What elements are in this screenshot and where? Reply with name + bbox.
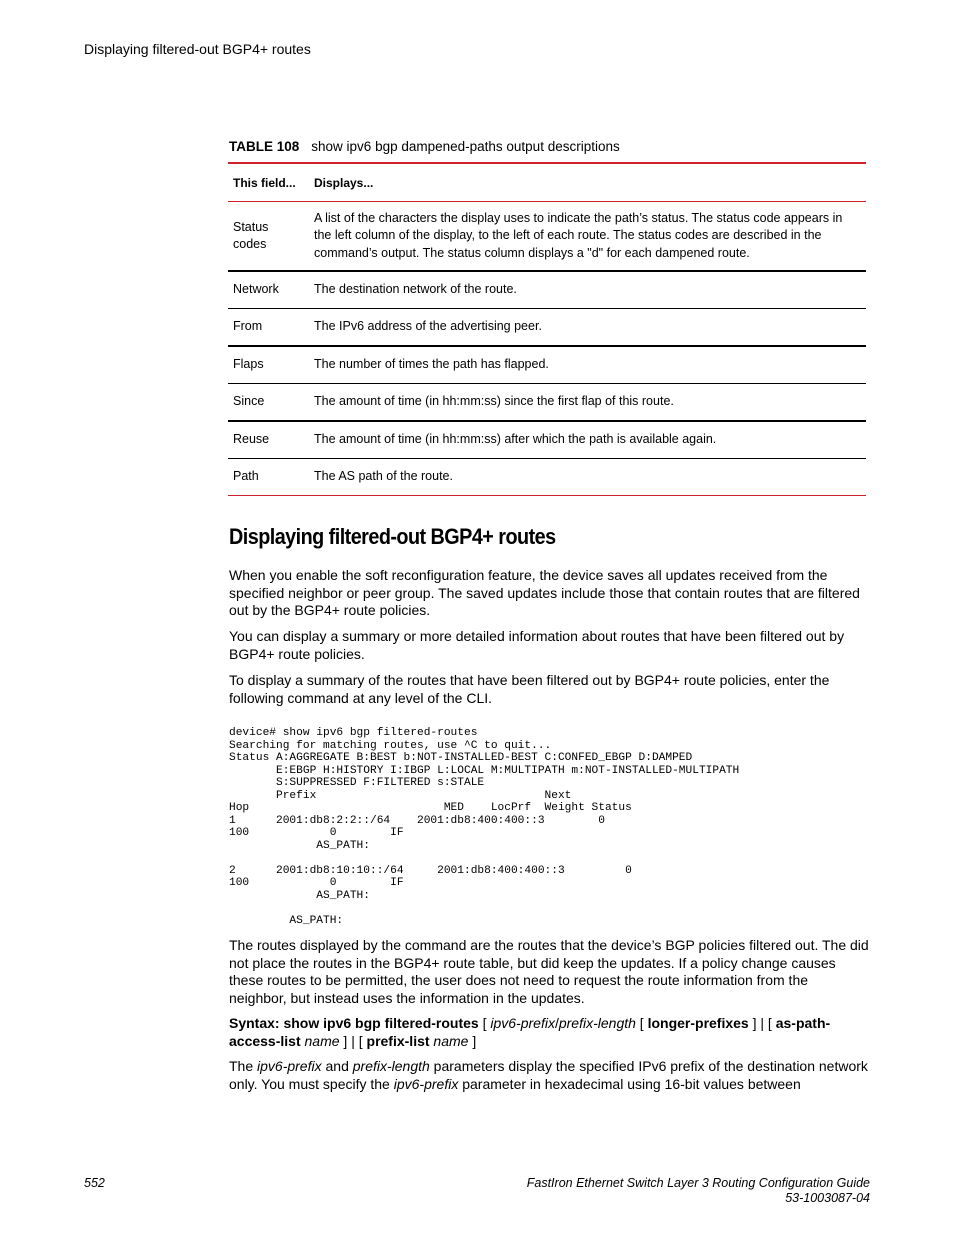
syntax-keyword: longer-prefixes (647, 1015, 749, 1031)
table-title: show ipv6 bgp dampened-paths output descriptions (311, 139, 620, 154)
cli-output-example: device# show ipv6 bgp filtered-routes Searching for matching routes, use ^C to quit... Status A:AGGREGATE B:BEST b:NOT-INSTALLED-BEST C:CONFED_EBGP D:DAMPED E:EBGP H:HISTORY I:IBGP L:LOCAL M:MULTIPATH m:NOT-INSTALLED-MULTIPATH S:SUPPRESSED F:FILTERED s:STALE Prefix Next Hop MED LocPrf Weight Status 1 2001:db8:2:2::/64 2001:db8:400:400::3 0 100 0 IF AS_PATH: 2 2001:db8:10:10::/64 2001:db8:400:400::3 0 100 0 IF AS_PATH: AS_PATH: (229, 727, 740, 927)
syntax-param: name (304, 1032, 340, 1049)
description-cell: The number of times the path has flapped. (309, 346, 866, 384)
field-cell: Network (228, 271, 309, 309)
document-number: 53-1003087-04 (785, 1191, 870, 1205)
description-cell: The amount of time (in hh:mm:ss) since the first flap of this route. (309, 384, 866, 422)
table-number: TABLE 108 (229, 139, 300, 154)
field-cell: Reuse (228, 421, 309, 459)
guide-title: FastIron Ethernet Switch Layer 3 Routing Configuration Guide (526, 1176, 870, 1190)
description-cell: A list of the characters the display uses to indicate the path’s status. The status code appears in the left column of the display, to the left of each route. The status codes are described in the command’s output. The status column displays a "d" for each dampened route. (309, 202, 866, 272)
description-cell: The AS path of the route. (309, 459, 866, 496)
syntax-line: Syntax: show ipv6 bgp filtered-routes [ ipv6-prefix/prefix-length [ longer-prefixes ] | [ as-path-access-list name ] | [ prefix-list name ] (229, 1015, 831, 1049)
table-row (228, 421, 866, 459)
table-row (228, 384, 866, 422)
description-cell: The IPv6 address of the advertising peer. (309, 309, 866, 347)
syntax-param: ipv6-prefix (490, 1015, 555, 1031)
column-header-displays: Displays... (309, 163, 866, 202)
field-cell: Flaps (228, 346, 309, 384)
description-cell: The destination network of the route. (309, 271, 866, 309)
table-row (228, 459, 866, 496)
paragraph-soft-reconfig: When you enable the soft reconfiguration feature, the device saves all updates received from the specified neighbor or peer group. The saved updates include those that contain routes that are filtered out by the BGP4+ route policies. (229, 567, 860, 618)
table-row (228, 202, 866, 272)
field-cell: Status codes (228, 202, 309, 272)
output-descriptions-table (228, 162, 866, 496)
syntax-param: name (433, 1032, 469, 1049)
paragraph-parameters: The ipv6-prefix and prefix-length parameters display the specified IPv6 prefix of the destination network only. You must specify the ipv6-prefix parameter in hexadecimal using 16-bit values between (229, 1058, 868, 1092)
field-cell: Since (228, 384, 309, 422)
description-cell: The amount of time (in hh:mm:ss) after which the path is available again. (309, 421, 866, 459)
field-cell: From (228, 309, 309, 347)
page-number: 552 (84, 1176, 105, 1190)
paragraph-enter-command: To display a summary of the routes that have been filtered out by BGP4+ route policies, enter the following command at any level of the CLI. (229, 672, 830, 706)
footer-document-info (527, 1176, 870, 1206)
paragraph-summary-info: You can display a summary or more detailed information about routes that have been filtered out by BGP4+ route policies. (229, 628, 845, 662)
table-caption (229, 139, 620, 154)
section-heading: Displaying filtered-out BGP4+ routes (229, 524, 556, 549)
syntax-keyword: prefix-list (366, 1032, 430, 1049)
table-row (228, 346, 866, 384)
running-header: Displaying filtered-out BGP4+ routes (84, 41, 311, 57)
syntax-keyword: as-path-access-list (229, 1015, 831, 1049)
syntax-label: Syntax: show ipv6 bgp filtered-routes (229, 1015, 479, 1031)
table-header-row (228, 163, 866, 202)
paragraph-routes-explanation: The routes displayed by the command are the routes that the device’s BGP policies filtered out. The did not place the routes in the BGP4+ route table, but did keep the updates. If a policy change causes these routes to be permitted, the user does not need to request the route information from the neighbor, but instead uses the information in the updates. (229, 937, 869, 1006)
table-row (228, 309, 866, 347)
column-header-field: This field... (228, 163, 309, 202)
field-cell: Path (228, 459, 309, 496)
syntax-param: prefix-length (558, 1015, 636, 1031)
table-row (228, 271, 866, 309)
